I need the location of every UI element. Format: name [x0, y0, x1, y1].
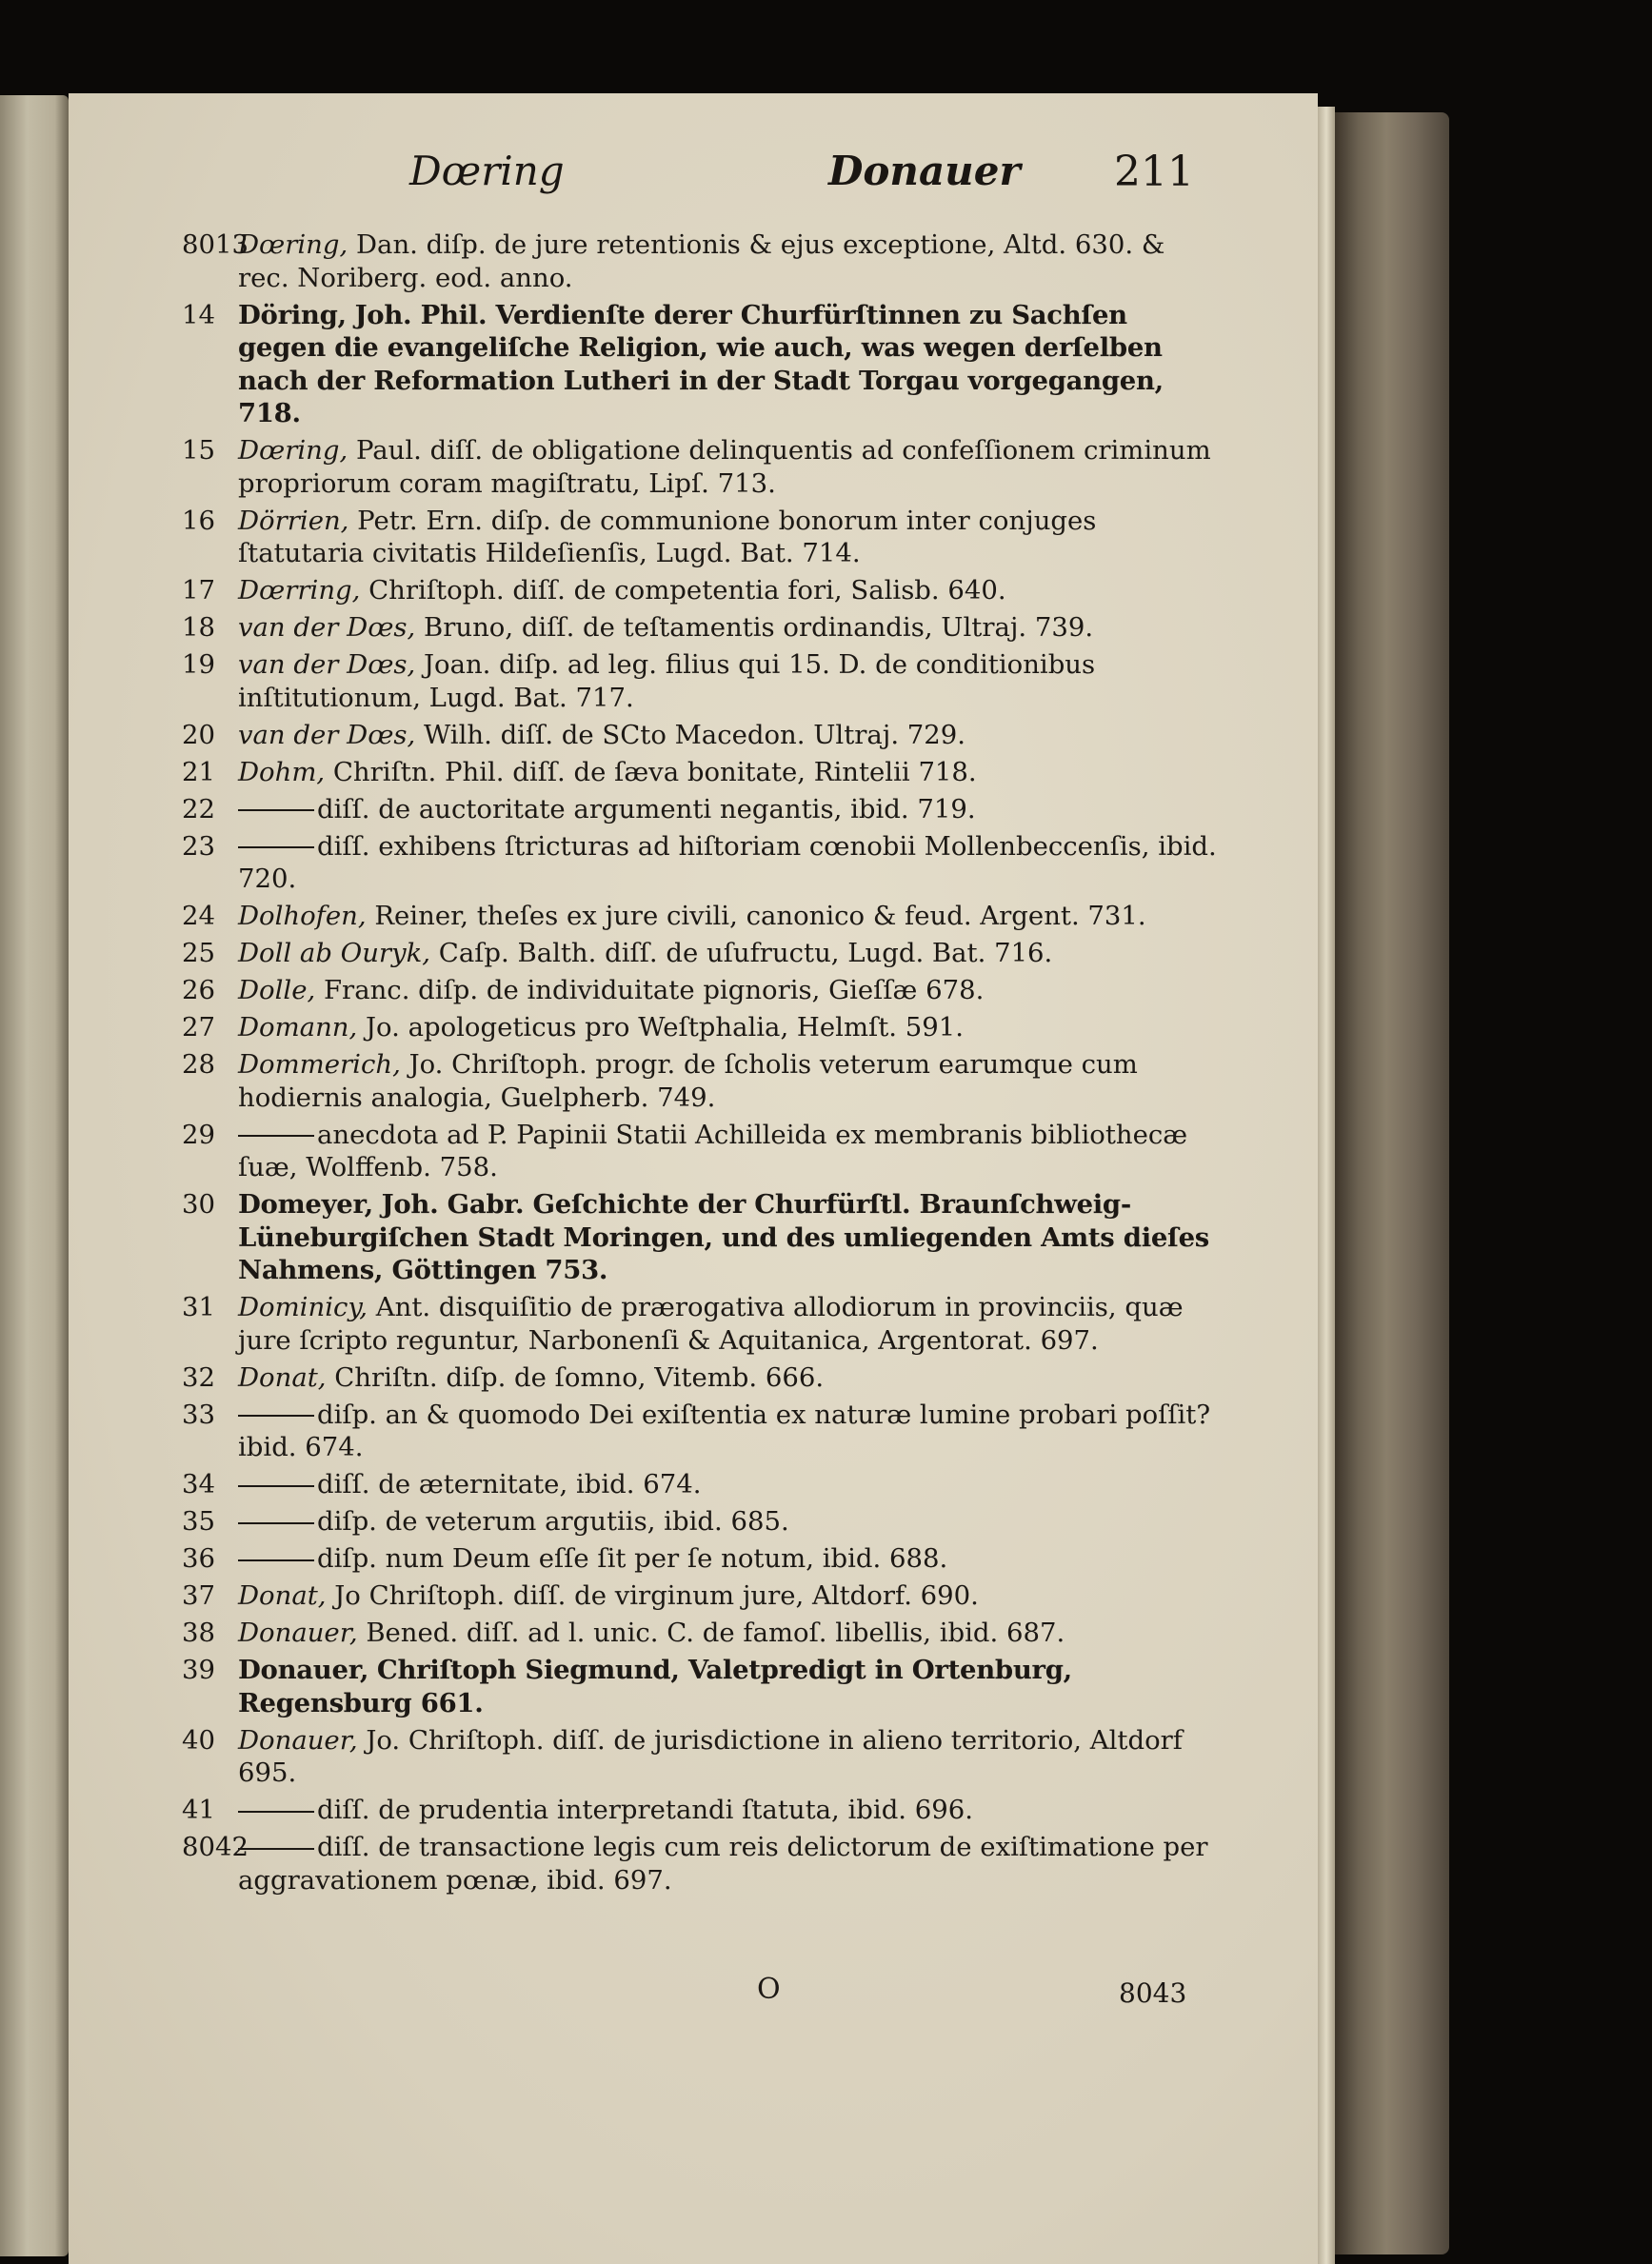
running-head-center: Donauer	[828, 148, 1021, 194]
entry-number: 32	[182, 1361, 215, 1393]
list-item	[182, 1654, 1219, 1719]
list-item	[182, 1048, 1219, 1114]
list-item	[182, 228, 1219, 294]
entry-text: diſſ. de auctoritate argumenti negantis, ibid. 719.	[317, 793, 976, 824]
entry-number: 31	[182, 1292, 215, 1322]
author-name: Donauer,	[238, 1724, 358, 1756]
entry-number: 40	[182, 1724, 215, 1756]
list-item	[182, 900, 1219, 933]
ditto-dash	[238, 1522, 314, 1524]
list-item	[182, 830, 1219, 896]
entry-number: 37	[182, 1580, 215, 1611]
list-item	[182, 1724, 1219, 1790]
entry-text: Paul. diſſ. de obligatione delinquentis ad confeſſionem criminum propriorum coram magiſtratu, Lipſ. 713.	[238, 435, 1211, 499]
author-name: Dolle,	[238, 975, 316, 1005]
list-item	[182, 648, 1219, 714]
list-item	[182, 1794, 1219, 1827]
entry-number: 39	[182, 1655, 215, 1685]
ditto-dash	[238, 1135, 314, 1137]
entry-text: Dan. diſp. de jure retentionis & ejus exceptione, Altd. 630. & rec. Noriberg. eod. anno.	[238, 229, 1165, 293]
entry-text: Ant. disquiſitio de prærogativa allodiorum in provinciis, quæ jure ſcripto reguntur, Narbonenſi & Aquitanica, Argentorat. 697.	[238, 1292, 1184, 1356]
list-item	[182, 937, 1219, 970]
author-name: Doll ab Ouryk,	[238, 938, 431, 968]
entry-list	[182, 228, 1219, 1901]
page-number: 211	[1114, 148, 1194, 196]
author-name: Döring,	[238, 299, 347, 330]
list-item	[182, 434, 1219, 500]
list-item	[182, 1361, 1219, 1395]
author-name: Dörrien,	[238, 505, 349, 536]
entry-number: 22	[182, 793, 215, 824]
ditto-dash	[238, 1811, 314, 1813]
entry-text: diſp. an & quomodo Dei exiſtentia ex naturæ lumine probari poſſit? ibid. 674.	[238, 1399, 1211, 1462]
list-item	[182, 1291, 1219, 1357]
entry-number: 20	[182, 719, 215, 750]
list-item	[182, 974, 1219, 1007]
entry-text: Jo. Chriſtoph. diſſ. de jurisdictione in alieno territorio, Altdorf 695.	[238, 1724, 1183, 1788]
author-name: Dœrring,	[238, 575, 361, 606]
author-name: van der Dœs,	[238, 649, 416, 680]
entry-text: Franc. diſp. de individuitate pignoris, Gieſſæ 678.	[323, 975, 985, 1005]
entry-text: diſp. de veterum argutiis, ibid. 685.	[317, 1506, 789, 1537]
entry-text: Chriſtn. Phil. diſſ. de ſæva bonitate, Rintelii 718.	[332, 756, 977, 787]
entry-number: 17	[182, 575, 215, 606]
entry-number: 15	[182, 435, 215, 466]
entry-text: anecdota ad P. Papinii Statii Achilleida ex membranis bibliothecæ ſuæ, Wolffenb. 758.	[238, 1119, 1188, 1182]
author-name: Dœring,	[238, 229, 348, 260]
entry-number: 30	[182, 1189, 215, 1220]
ditto-dash	[238, 1559, 314, 1561]
author-name: van der Dœs,	[238, 612, 416, 643]
list-item	[182, 1011, 1219, 1044]
list-item	[182, 1831, 1219, 1897]
entry-number: 36	[182, 1543, 215, 1574]
entry-text: diſſ. de prudentia interpretandi ſtatuta, ibid. 696.	[317, 1795, 974, 1825]
entry-number: 19	[182, 649, 215, 680]
entry-text: Jo Chriſtoph. diſſ. de virginum jure, Altdorf. 690.	[334, 1580, 979, 1611]
entry-number: 35	[182, 1506, 215, 1537]
entry-number: 38	[182, 1618, 215, 1648]
list-item	[182, 1468, 1219, 1501]
author-name: Donat,	[238, 1361, 327, 1393]
author-name: Dohm,	[238, 756, 326, 787]
entry-number: 8013	[182, 229, 249, 260]
page-stack-edge	[1318, 107, 1335, 2264]
entry-number: 29	[182, 1119, 215, 1150]
entry-number: 14	[182, 299, 215, 330]
list-item	[182, 756, 1219, 789]
entry-text: Chriſtn. diſp. de ſomno, Vitemb. 666.	[334, 1361, 825, 1393]
entry-number: 24	[182, 901, 215, 931]
book-cover-edge	[1335, 112, 1449, 2254]
previous-page-edge	[0, 95, 69, 2256]
list-item	[182, 1188, 1219, 1287]
list-item	[182, 1505, 1219, 1539]
entry-number: 28	[182, 1049, 215, 1080]
list-item	[182, 1542, 1219, 1576]
author-name: Domann,	[238, 1012, 358, 1043]
entry-text: diſſ. de transactione legis cum reis delictorum de exiſtimatione per aggravationem pœnæ, ibid. 697.	[238, 1832, 1208, 1896]
list-item	[182, 505, 1219, 570]
entry-number: 16	[182, 505, 215, 536]
entry-text: Jo. apologeticus pro Weſtphalia, Helmſt. 591.	[366, 1012, 965, 1043]
author-name: Dolhofen,	[238, 901, 367, 931]
author-name: van der Dœs,	[238, 719, 416, 750]
entry-text: Chriſtoph. diſſ. de competentia fori, Salisb. 640.	[368, 575, 1006, 606]
entry-text: diſſ. exhibens ſtricturas ad hiſtoriam cœnobii Mollenbeccenſis, ibid. 720.	[238, 830, 1217, 894]
entry-number: 23	[182, 830, 215, 862]
entry-text: Joh. Phil. Verdienſte derer Churfürſtinnen zu Sachſen gegen die evangeliſche Religion, wie auch, was wegen derſelben nach der Reformation Lutheri in der Stadt Torgau vorgegangen, 718.	[238, 299, 1164, 428]
entry-text: Bruno, diſſ. de teſtamentis ordinandis, Ultraj. 739.	[424, 612, 1094, 643]
entry-number: 26	[182, 975, 215, 1005]
entry-number: 21	[182, 756, 215, 787]
running-head-left: Dœring	[409, 148, 565, 194]
list-item	[182, 299, 1219, 430]
entry-number: 27	[182, 1012, 215, 1043]
author-name: Donauer,	[238, 1618, 358, 1648]
signature-mark: O	[757, 1973, 781, 2006]
list-item	[182, 793, 1219, 826]
entry-text: diſp. num Deum eſſe ſit per ſe notum, ibid. 688.	[317, 1543, 948, 1574]
author-name: Dommerich,	[238, 1049, 401, 1080]
list-item	[182, 1617, 1219, 1650]
author-name: Donauer,	[238, 1655, 369, 1685]
entry-text: Caſp. Balth. diſſ. de uſufructu, Lugd. Bat. 716.	[438, 938, 1053, 968]
list-item	[182, 1579, 1219, 1613]
list-item	[182, 611, 1219, 645]
list-item	[182, 1119, 1219, 1184]
entry-text: Petr. Ern. diſp. de communione bonorum inter conjuges ſtatutaria civitatis Hildeſienſis, Lugd. Bat. 714.	[238, 505, 1097, 568]
entry-number: 25	[182, 938, 215, 968]
author-name: Dœring,	[238, 435, 348, 466]
entry-text: Reiner, theſes ex jure civili, canonico & feud. Argent. 731.	[374, 901, 1146, 931]
list-item	[182, 574, 1219, 607]
author-name: Dominicy,	[238, 1292, 368, 1322]
author-name: Domeyer,	[238, 1189, 373, 1220]
entry-number: 8042	[182, 1832, 249, 1862]
entry-text: Bened. diſſ. ad l. unic. C. de famoſ. libellis, ibid. 687.	[366, 1618, 1065, 1648]
entry-number: 18	[182, 612, 215, 643]
ditto-dash	[238, 1415, 314, 1417]
entry-text: Joan. diſp. ad leg. filius qui 15. D. de conditionibus inſtitutionum, Lugd. Bat. 717.	[238, 649, 1096, 713]
entry-text: Chriſtoph Siegmund, Valetpredigt in Ortenburg, Regensburg 661.	[238, 1655, 1072, 1718]
entry-text: Jo. Chriſtoph. progr. de ſcholis veterum earumque cum hodiernis analogia, Guelpherb. 749.	[238, 1049, 1138, 1113]
list-item	[182, 719, 1219, 752]
entry-text: Wilh. diſſ. de SCto Macedon. Ultraj. 729.	[424, 719, 966, 750]
entry-number: 33	[182, 1399, 215, 1430]
catchword: 8043	[1119, 1977, 1187, 2009]
entry-number: 34	[182, 1469, 215, 1499]
entry-number: 41	[182, 1795, 215, 1825]
ditto-dash	[238, 846, 314, 848]
ditto-dash	[238, 1485, 314, 1487]
ditto-dash	[238, 809, 314, 811]
list-item	[182, 1399, 1219, 1464]
ditto-dash	[238, 1848, 314, 1850]
entry-text: diſſ. de æternitate, ibid. 674.	[317, 1469, 702, 1499]
author-name: Donat,	[238, 1580, 327, 1611]
entry-text: Joh. Gabr. Geſchichte der Churfürſtl. Braunſchweig-Lüneburgiſchen Stadt Moringen, und des umliegenden Amts dieſes Nahmens, Göttingen 753.	[238, 1189, 1209, 1285]
